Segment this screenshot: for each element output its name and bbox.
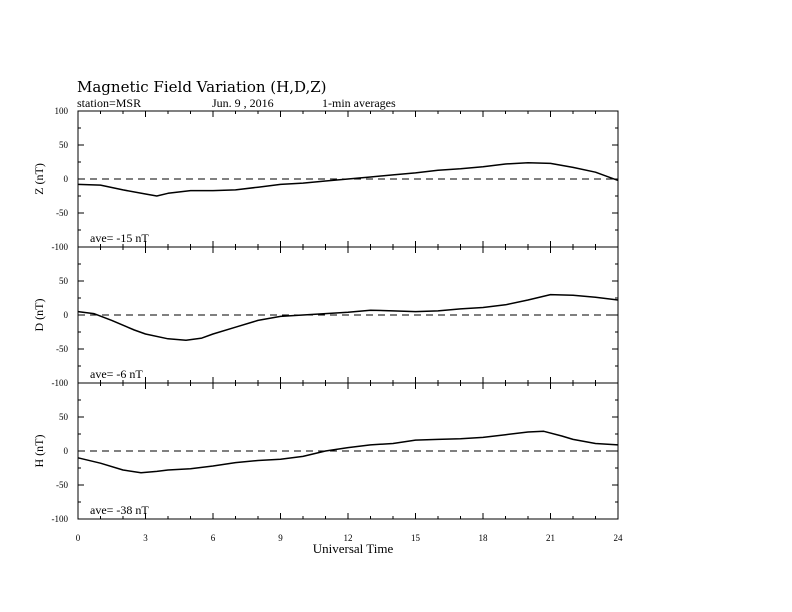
y-tick-label-d: -100 xyxy=(51,378,68,388)
y-axis-label-h: H (nT) xyxy=(32,434,46,468)
x-tick-label: 12 xyxy=(343,533,353,543)
date-label: Jun. 9 , 2016 xyxy=(212,96,274,110)
y-tick-label-h: -50 xyxy=(56,480,68,490)
average-label-d: ave= -6 nT xyxy=(90,367,143,381)
y-axis-label-z: Z (nT) xyxy=(32,163,46,195)
panel-h xyxy=(32,383,618,524)
x-tick-label: 24 xyxy=(613,533,623,543)
y-tick-label-d: 50 xyxy=(59,276,68,286)
x-tick-label: 15 xyxy=(411,533,420,543)
average-label-h: ave= -38 nT xyxy=(90,503,149,517)
y-tick-label-d: 0 xyxy=(63,310,68,320)
panel-d xyxy=(32,247,618,388)
y-tick-label-z: 0 xyxy=(63,174,68,184)
x-axis-label: Universal Time xyxy=(312,541,394,556)
x-tick-label: 21 xyxy=(546,533,555,543)
x-tick-label: 9 xyxy=(278,533,283,543)
series-line-h xyxy=(78,431,618,473)
panels xyxy=(32,106,618,524)
chart-title: Magnetic Field Variation (H,D,Z) xyxy=(77,78,327,96)
x-tick-label: 6 xyxy=(210,533,216,543)
y-tick-label-d: -50 xyxy=(56,344,68,354)
y-tick-label-z: 100 xyxy=(54,106,68,116)
panel-z xyxy=(32,106,618,252)
x-tick-label: 0 xyxy=(75,533,81,543)
y-tick-label-z: 50 xyxy=(59,140,68,150)
station-label: station=MSR xyxy=(77,96,142,110)
y-tick-label-h: 0 xyxy=(63,446,68,456)
y-tick-label-h: -100 xyxy=(51,514,68,524)
y-tick-label-z: -50 xyxy=(56,208,68,218)
average-label-z: ave= -15 nT xyxy=(90,231,149,245)
x-tick-label: 18 xyxy=(478,533,488,543)
averaging-label: 1-min averages xyxy=(322,96,396,110)
series-line-d xyxy=(78,295,618,341)
x-tick-label: 3 xyxy=(143,533,148,543)
y-tick-label-z: -100 xyxy=(51,242,68,252)
y-tick-label-h: 50 xyxy=(59,412,68,422)
y-axis-label-d: D (nT) xyxy=(32,298,46,332)
